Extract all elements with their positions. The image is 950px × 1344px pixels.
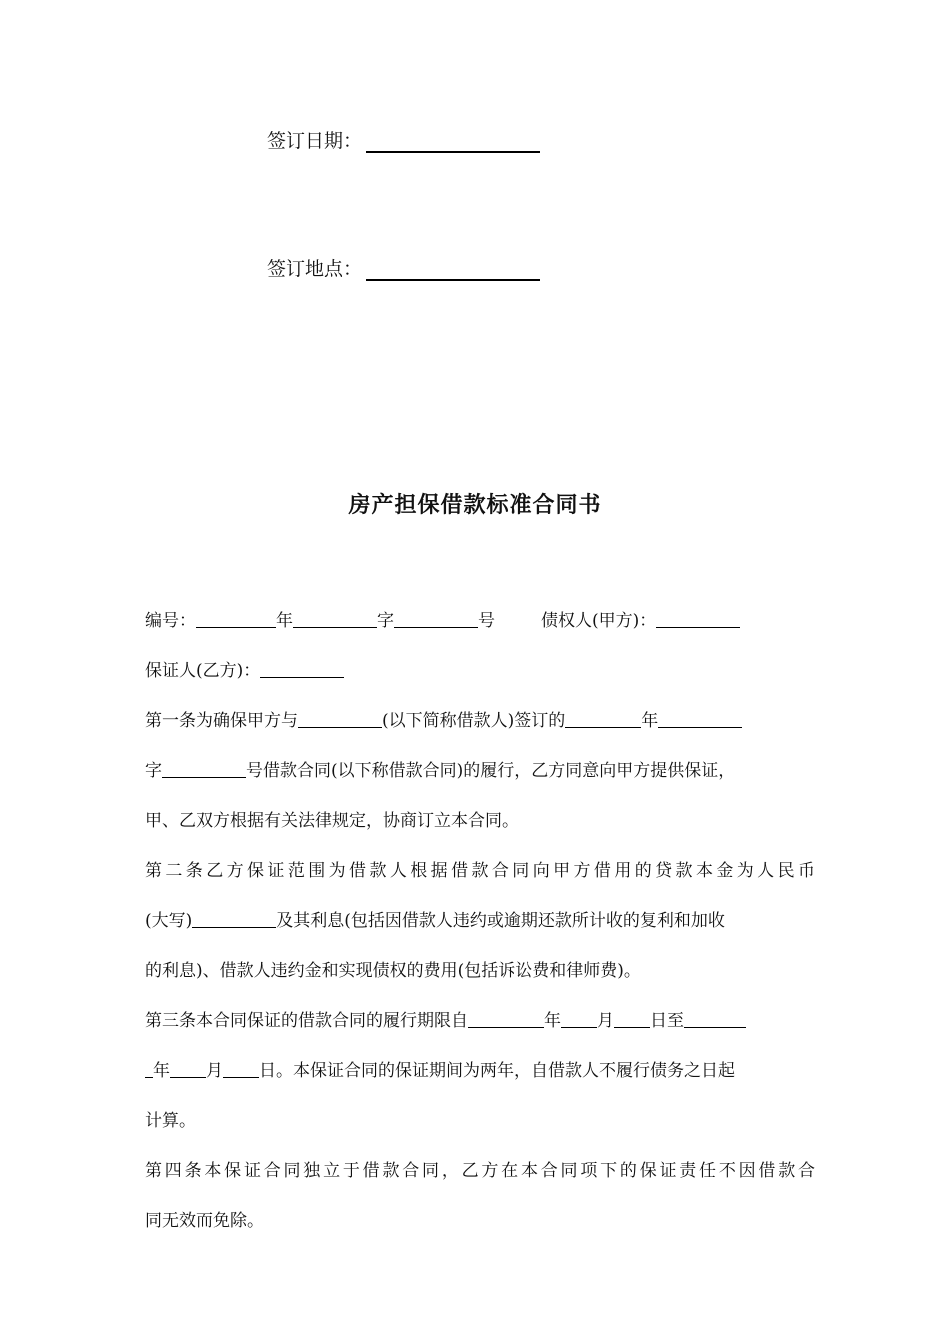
- blank: [656, 609, 740, 628]
- blank: [658, 709, 742, 728]
- contract-line: [145, 1009, 815, 1033]
- text: 第一条为确保甲方与: [145, 711, 298, 731]
- text: 号借款合同(以下称借款合同)的履行，乙方同意向甲方提供保证，: [246, 761, 736, 781]
- text: (大写): [145, 911, 193, 931]
- text: 债权人(甲方)：: [541, 611, 657, 631]
- contract-line: [145, 709, 815, 733]
- blank: [192, 909, 276, 928]
- text: 编号：: [145, 611, 196, 631]
- blank: [298, 709, 382, 728]
- text: 保证人(乙方)：: [145, 661, 261, 681]
- contract-line: [145, 659, 815, 683]
- contract-line: 计算。: [145, 1111, 196, 1131]
- text: 号: [478, 611, 495, 631]
- text: 日。本保证合同的保证期间为两年，自借款人不履行债务之日起: [259, 1061, 735, 1081]
- blank: [565, 709, 641, 728]
- signing-date-blank: [366, 131, 540, 153]
- signing-place-blank: [366, 259, 540, 281]
- blank: [145, 1059, 153, 1078]
- contract-line: [145, 609, 815, 633]
- signing-place-label: 签订地点：: [267, 258, 363, 280]
- contract-line: 同无效而免除。: [145, 1211, 264, 1231]
- text: 字: [377, 611, 394, 631]
- blank: [223, 1059, 259, 1078]
- blank: [394, 609, 478, 628]
- contract-line: [145, 759, 815, 783]
- text: 第三条本合同保证的借款合同的履行期限自: [145, 1011, 468, 1031]
- blank: [260, 659, 344, 678]
- contract-line: 的利息)、借款人违约金和实现债权的费用(包括诉讼费和律师费)。: [145, 961, 641, 981]
- text: 月: [597, 1011, 614, 1031]
- text: 及其利息(包括因借款人违约或逾期还款所计收的复利和加收: [276, 911, 725, 931]
- blank: [293, 609, 377, 628]
- text: 字: [145, 761, 162, 781]
- signing-date-label: 签订日期：: [267, 130, 363, 152]
- blank: [196, 609, 276, 628]
- blank: [468, 1009, 544, 1028]
- contract-line: [145, 1059, 815, 1083]
- contract-line: [145, 909, 815, 933]
- text: 年: [153, 1061, 170, 1081]
- signing-place-row: [267, 254, 540, 281]
- text: 年: [641, 711, 659, 731]
- contract-line: 第四条本保证合同独立于借款合同，乙方在本合同项下的保证责任不因借款合: [145, 1161, 815, 1181]
- text: (以下简称借款人)签订的: [382, 711, 566, 731]
- blank: [162, 759, 246, 778]
- blank: [684, 1009, 746, 1028]
- blank: [561, 1009, 597, 1028]
- document-title: 房产担保借款标准合同书: [348, 492, 602, 518]
- signing-date-row: [267, 126, 540, 153]
- blank: [170, 1059, 206, 1078]
- contract-line: 第二条乙方保证范围为借款人根据借款合同向甲方借用的贷款本金为人民币: [145, 861, 815, 881]
- contract-line: 甲、乙双方根据有关法律规定，协商订立本合同。: [145, 811, 519, 831]
- text: 日至: [650, 1011, 684, 1031]
- blank: [614, 1009, 650, 1028]
- text: 月: [206, 1061, 223, 1081]
- text: 年: [276, 611, 293, 631]
- text: 年: [544, 1011, 561, 1031]
